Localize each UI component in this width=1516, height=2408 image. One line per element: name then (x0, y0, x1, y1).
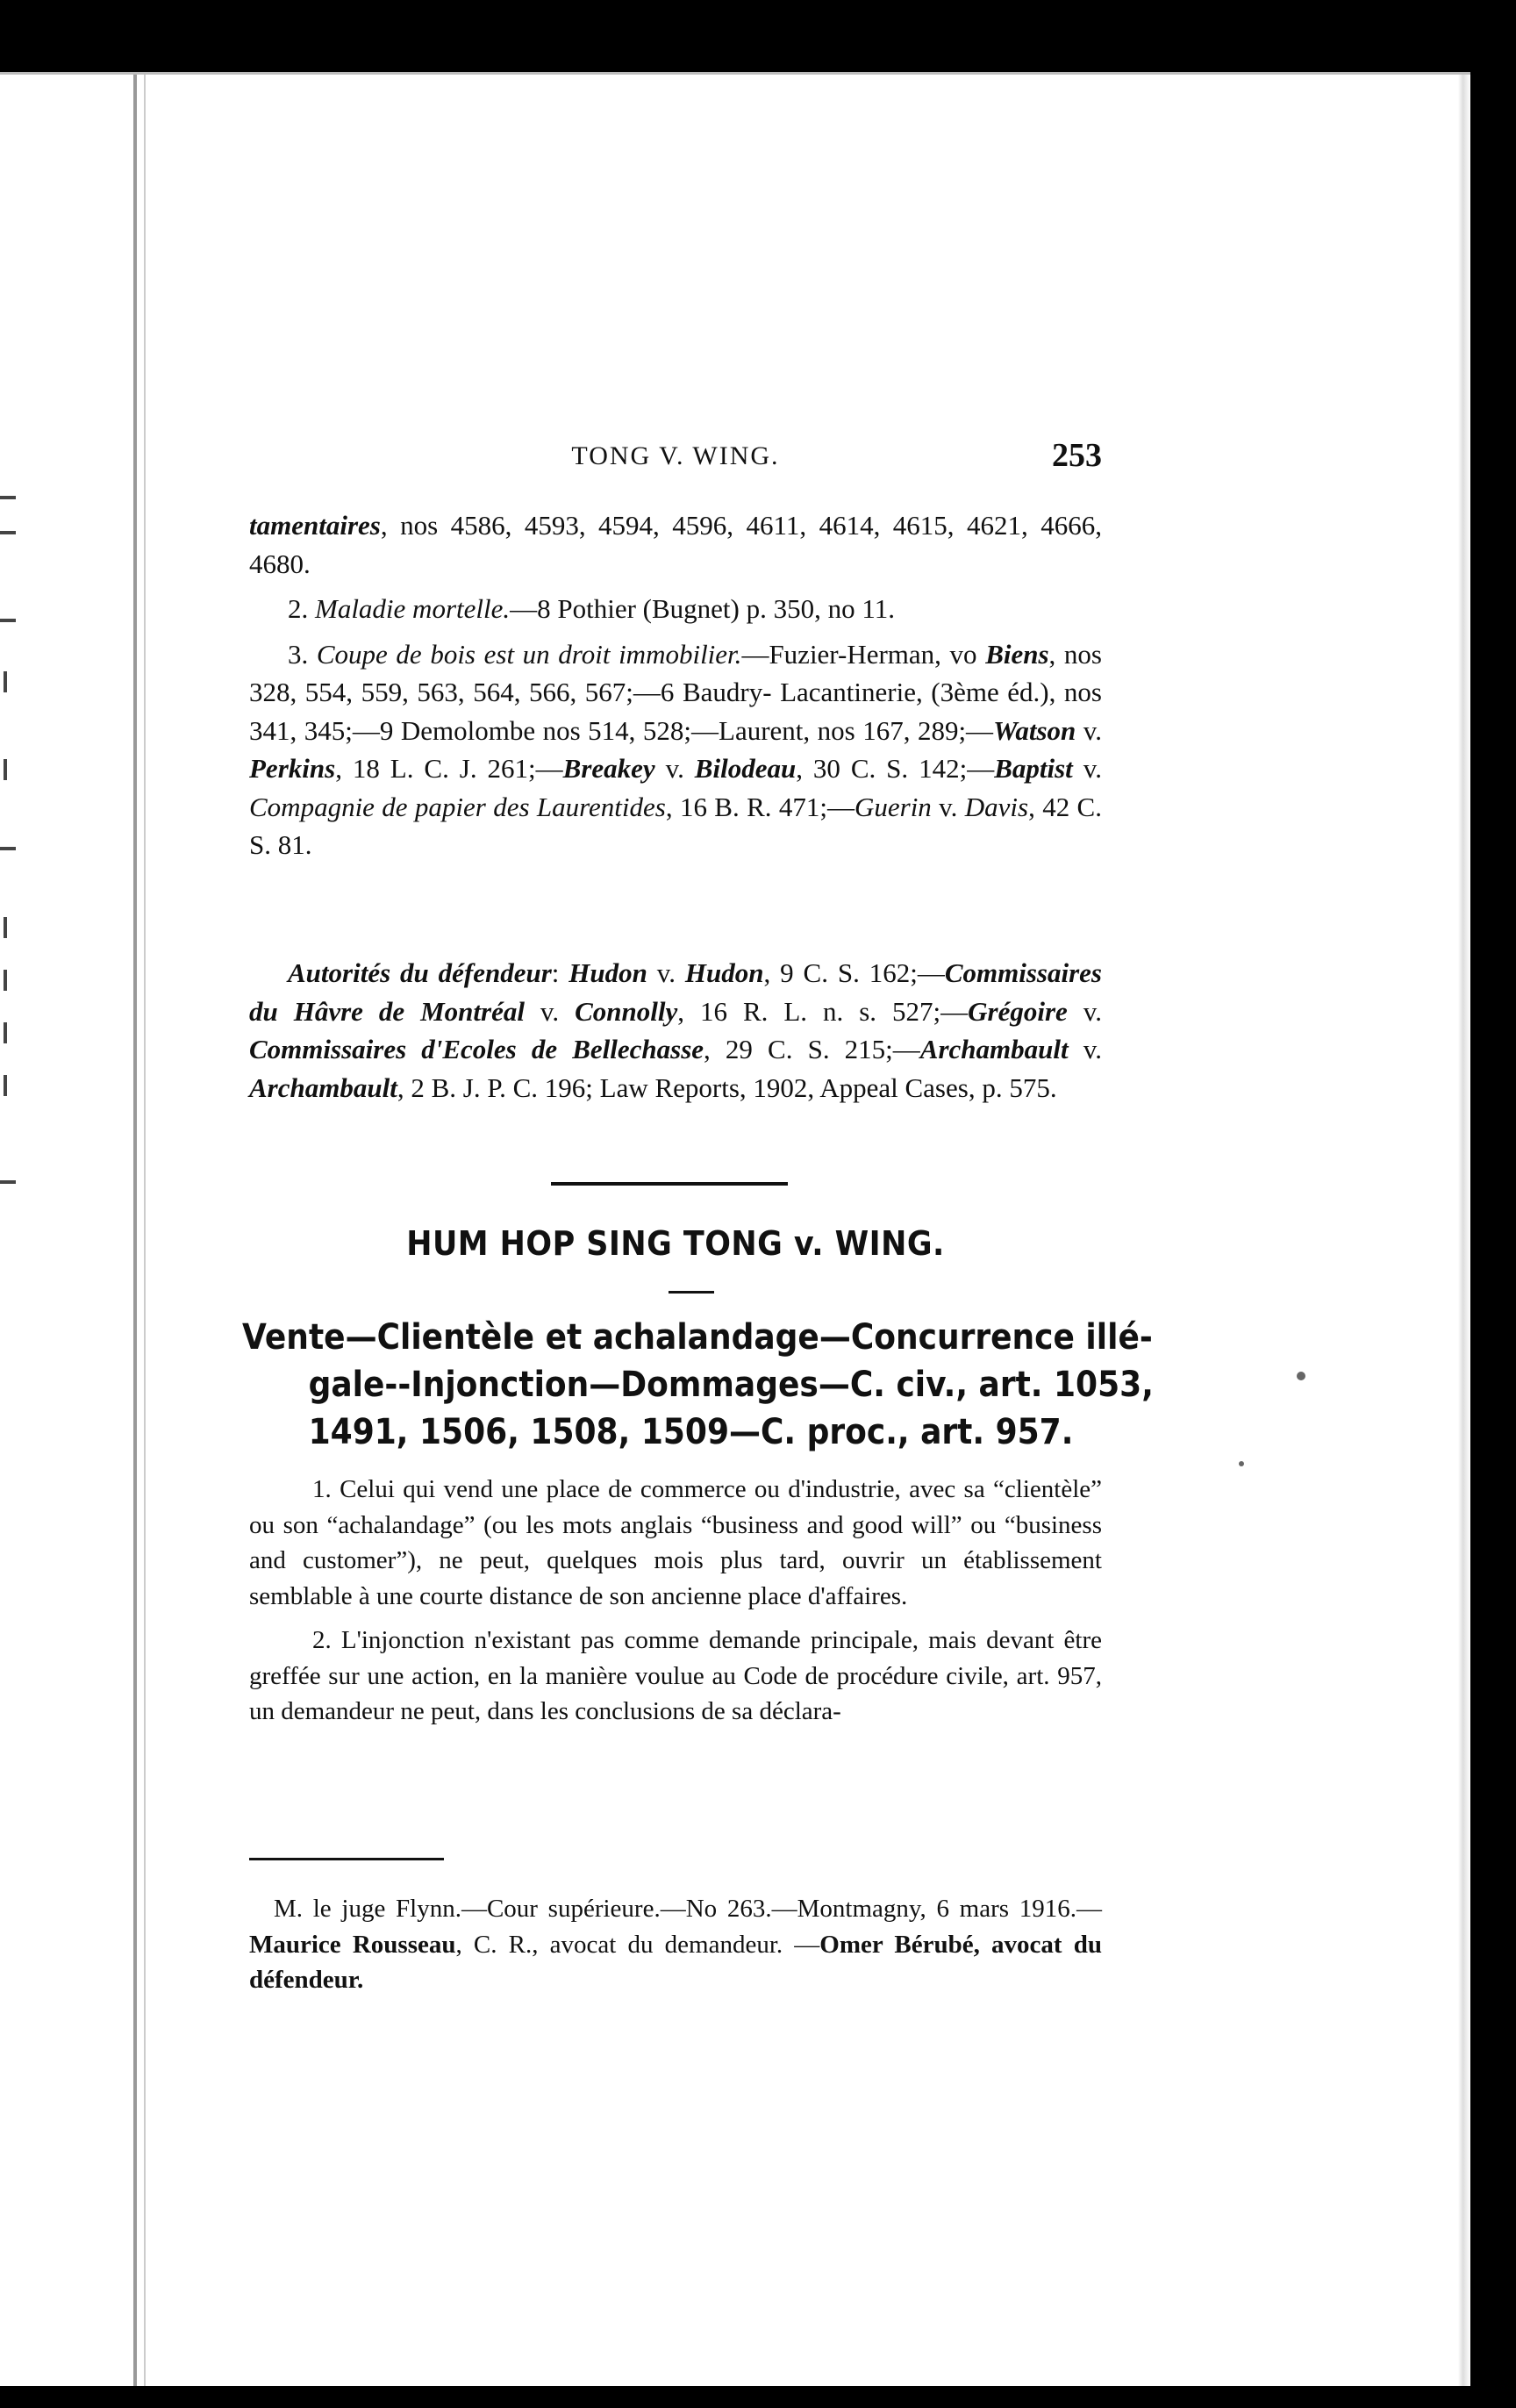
party-name: Bilodeau (694, 753, 797, 784)
headnote-paragraph-2: 2. L'injonction n'existant pas comme demande principale, mais devant être greffée sur une action, en la manière voulue au Code de procédure civile, art. 957, un demandeur ne peut, dans les conclusions de sa déclara- (249, 1626, 1102, 1725)
title-rule (669, 1291, 714, 1294)
speck (1297, 1372, 1305, 1380)
note-text: , 9 C. S. 162;— (763, 957, 945, 988)
party-name: Guerin (854, 791, 932, 822)
party-name: Baptist (994, 753, 1073, 784)
footnote-segment: , C. R., avocat du demandeur. — (455, 1930, 820, 1959)
note-text: , nos 4586, 4593, 4594, 4596, 4611, 4614, 4615, 4621, 4666, 4680. (249, 510, 1102, 579)
syllabus-line: gale--Injonction—Dommages—C. civ., art. 1053, (308, 1365, 1154, 1405)
note-text: , 16 B. R. 471;— (665, 791, 855, 822)
counsel-name: Omer Bérubé (819, 1930, 974, 1959)
note-continuation (249, 506, 1102, 583)
citation-term: Biens (985, 638, 1049, 670)
note-text: —8 Pothier (Bugnet) p. 350, no 11. (510, 593, 895, 624)
party-name: Davis (964, 791, 1029, 822)
party-name: Commissaires d'Ecoles de Bellechasse (249, 1034, 704, 1064)
party-name: Breakey (562, 753, 655, 784)
party-name: Hudon (568, 957, 647, 988)
note-text: , 16 R. L. n. s. 527;— (677, 995, 969, 1027)
note-text: v. (1067, 995, 1102, 1027)
bleed-mark (4, 917, 7, 938)
book-page (0, 72, 1470, 2386)
bleed-mark (0, 847, 16, 850)
notes-block (249, 506, 1102, 864)
note-text: v. (647, 957, 685, 988)
bleed-mark (4, 759, 7, 780)
bleed-mark (4, 970, 7, 991)
headnote-paragraph-1: 1. Celui qui vend une place de commerce ou d'industrie, avec sa “clientèle” ou son “achalandage” (ou les mots anglais “business and good will” ou “business and customer”), ne peut, quelques mois plus tard, ouvrir un établissement semblable à une courte distance de son ancienne place d'affaires. (249, 1475, 1102, 1610)
party-name: Compagnie de papier des Laurentides (249, 791, 666, 822)
counsel-name: Maurice Rousseau (249, 1930, 456, 1959)
note-text: v. (1068, 1034, 1102, 1064)
section-rule (551, 1182, 788, 1186)
note-heading: Maladie mortelle. (315, 593, 511, 624)
party-name: Archambault (919, 1034, 1069, 1064)
note-number: 2. (288, 593, 309, 624)
note-2 (249, 590, 1102, 628)
party-name: Archambault (249, 1071, 397, 1103)
running-title: TONG V. WING. (571, 441, 780, 470)
case-title: HUM HOP SING TONG v. WING. (406, 1224, 945, 1263)
syllabus (242, 1314, 1154, 1456)
note-text: , 18 L. C. J. 261;— (335, 753, 563, 784)
note-text: , nos 328, 554, 559, 563, 564, 566, 567;—6 Baudry- Lacantinerie, (3ème éd.), nos 341, 345;—9 Demolombe nos 514, 528;—Laurent, nos 167, 289;— (249, 638, 1102, 746)
footnote-text (249, 1891, 1102, 1998)
note-text: v. (931, 791, 965, 822)
party-name: Perkins (249, 753, 336, 784)
bleed-mark (0, 496, 16, 499)
bleed-mark (4, 671, 7, 692)
party-name: Grégoire (968, 995, 1068, 1027)
running-head (249, 437, 1102, 485)
syllabus-line: 1491, 1506, 1508, 1509—C. proc., art. 957. (308, 1412, 1074, 1452)
note-text: , 29 C. S. 215;— (704, 1034, 920, 1064)
party-name: Connolly (575, 995, 678, 1027)
note-number: 3. (288, 638, 309, 670)
speck (1239, 1461, 1244, 1466)
authorities (249, 954, 1102, 1107)
footnote-segment: , avocat du défendeur. (249, 1930, 1102, 1994)
note-text: —Fuzier-Herman, vo (741, 638, 986, 670)
page-right-edge (1458, 75, 1470, 2386)
authorities-block (249, 954, 1102, 1107)
binding-edge (133, 75, 137, 2386)
bleed-mark (4, 1075, 7, 1096)
party-name: Watson (993, 714, 1076, 746)
authorities-label: Autorités du défendeur (288, 957, 552, 988)
law-term: tamentaires (249, 510, 381, 541)
note-text: : (551, 957, 569, 988)
note-text: v. (1072, 753, 1102, 784)
note-text: , 42 C. S. 81. (249, 791, 1102, 860)
note-text: , 2 B. J. P. C. 196; Law Reports, 1902, Appeal Cases, p. 575. (397, 1071, 1057, 1103)
party-name: Commissaires du Hâvre de Montréal (249, 957, 1102, 1027)
footnote-rule (249, 1858, 444, 1860)
note-text: v. (1076, 714, 1102, 746)
syllabus-line: Vente—Clientèle et achalandage—Concurrence illé- (242, 1317, 1153, 1358)
note-text: v. (654, 753, 695, 784)
note-3 (249, 635, 1102, 864)
bleed-mark (4, 1022, 7, 1043)
bleed-mark (0, 619, 16, 622)
bleed-mark (0, 531, 16, 534)
footnote (249, 1891, 1102, 1998)
bleed-mark (0, 1180, 16, 1184)
binding-edge-inner (144, 75, 146, 2386)
headnote (249, 1472, 1102, 1730)
party-name: Hudon (684, 957, 764, 988)
page-number: 253 (1052, 437, 1102, 474)
footnote-segment: M. le juge Flynn.—Cour supérieure.—No 263.—Montmagny, 6 mars 1916.— (274, 1895, 1102, 1923)
note-text: v. (524, 995, 576, 1027)
note-heading: Coupe de bois est un droit immobilier. (316, 638, 742, 670)
note-text: , 30 C. S. 142;— (796, 753, 995, 784)
